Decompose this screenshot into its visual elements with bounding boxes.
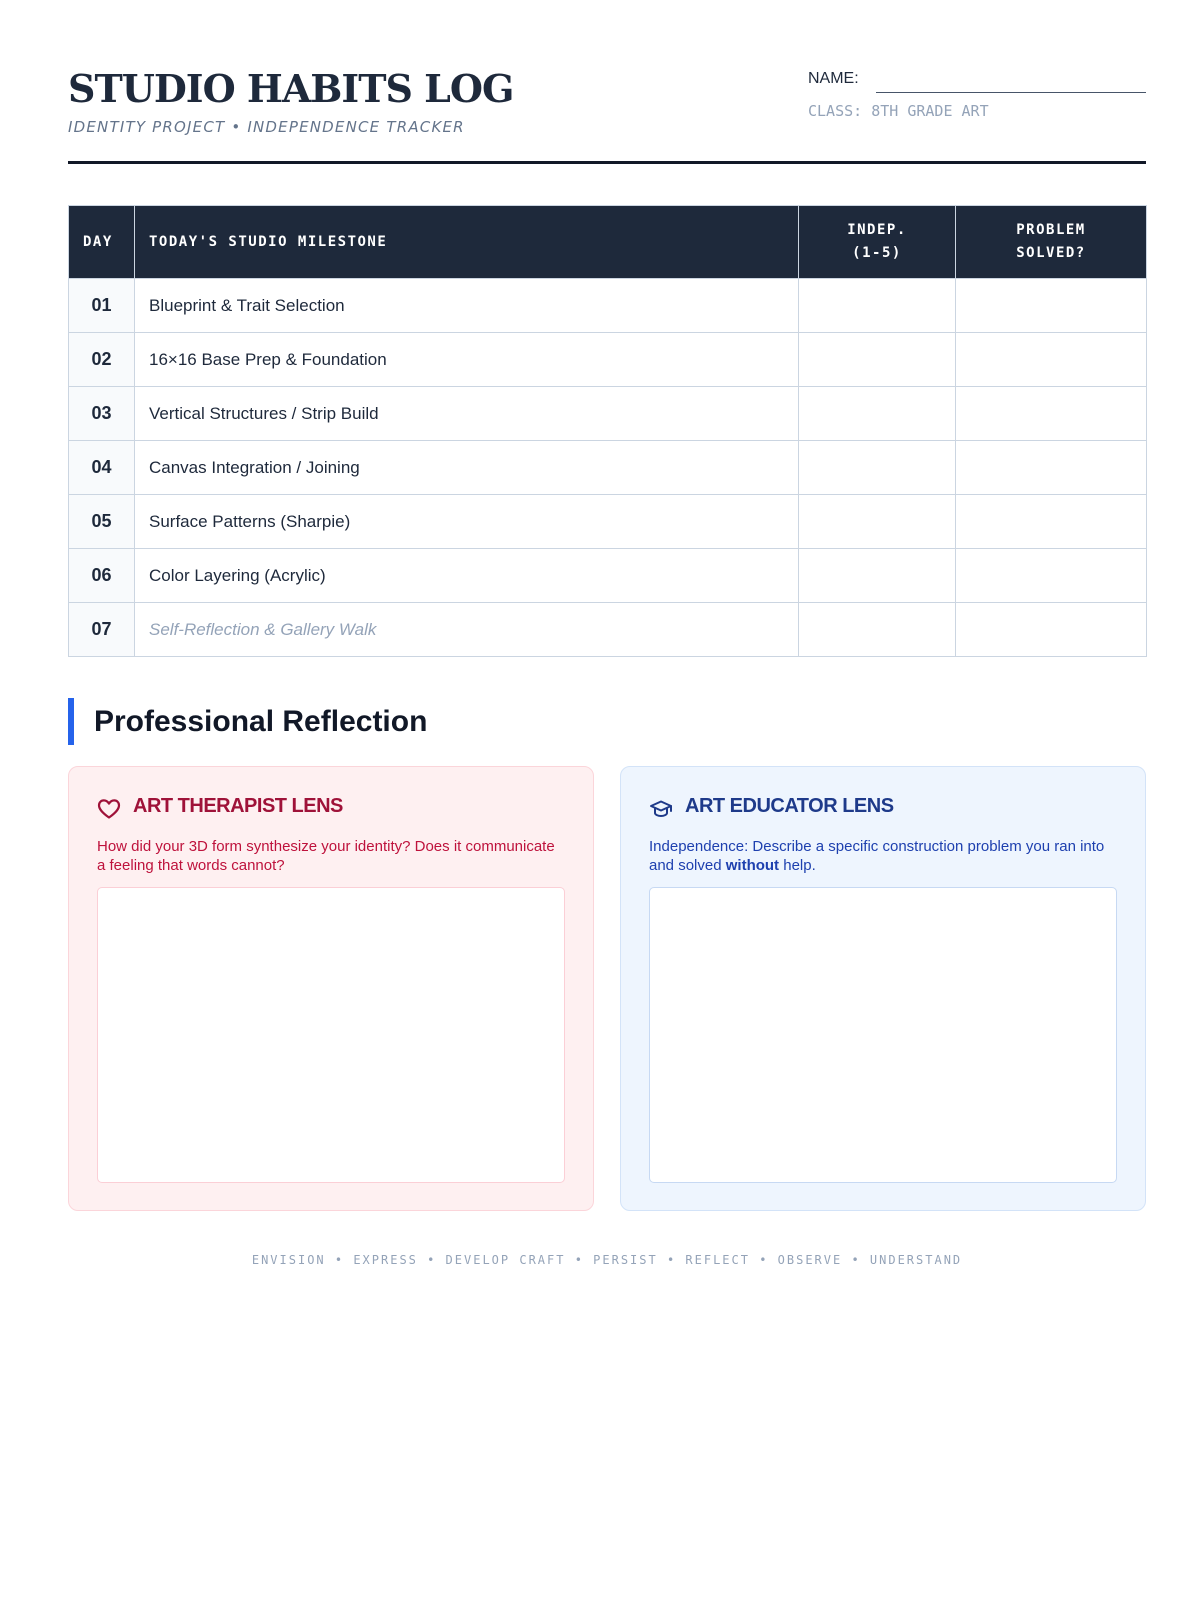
milestone-cell: 16×16 Base Prep & Foundation (135, 333, 799, 387)
name-write-line[interactable] (876, 92, 1146, 93)
day-cell: 03 (69, 387, 135, 441)
problem-solved-cell[interactable] (956, 495, 1147, 549)
day-cell: 07 (69, 603, 135, 657)
column-header-independence-line2: (1-5) (852, 245, 902, 261)
day-cell: 02 (69, 333, 135, 387)
independence-cell[interactable] (799, 387, 956, 441)
worksheet-page (68, 0, 1146, 1267)
heart-icon (97, 797, 121, 821)
column-header-independence-line1: INDEP. (847, 222, 907, 238)
column-header-day: DAY (69, 206, 135, 279)
column-header-problem-line2: SOLVED? (1016, 245, 1086, 261)
educator-response-box[interactable] (649, 887, 1117, 1183)
table-row (69, 549, 1147, 603)
section-accent-bar (68, 698, 74, 745)
class-label: CLASS: 8TH GRADE ART (808, 102, 989, 120)
table-row (69, 387, 1147, 441)
table-row (69, 603, 1147, 657)
problem-solved-cell[interactable] (956, 387, 1147, 441)
problem-solved-cell[interactable] (956, 279, 1147, 333)
name-label: NAME: (808, 70, 859, 87)
art-educator-card (620, 766, 1146, 1211)
page-title: STUDIO HABITS LOG (68, 66, 514, 111)
studio-log-table (68, 205, 1147, 657)
table-header-row (69, 206, 1147, 279)
art-therapist-card (68, 766, 594, 1211)
milestone-cell: Vertical Structures / Strip Build (135, 387, 799, 441)
educator-prompt-emphasis: without (725, 857, 780, 874)
column-header-milestone: TODAY'S STUDIO MILESTONE (135, 206, 799, 279)
column-header-problem-line1: PROBLEM (1016, 222, 1086, 238)
milestone-cell: Color Layering (Acrylic) (135, 549, 799, 603)
table-row (69, 333, 1147, 387)
therapist-prompt: How did your 3D form synthesize your identity? Does it communicate a feeling that words cannot? (97, 838, 555, 874)
day-cell: 01 (69, 279, 135, 333)
milestone-cell: Blueprint & Trait Selection (135, 279, 799, 333)
educator-prompt-end: help. (779, 857, 816, 874)
reflection-section-heading (68, 698, 668, 745)
educator-prompt-text: Independence: Describe a specific construction problem you ran into and solved (649, 838, 1105, 874)
column-header-independence (799, 206, 956, 279)
independence-cell[interactable] (799, 441, 956, 495)
table-row (69, 495, 1147, 549)
day-cell: 04 (69, 441, 135, 495)
milestone-cell: Self-Reflection & Gallery Walk (135, 603, 799, 657)
problem-solved-cell[interactable] (956, 549, 1147, 603)
name-field[interactable] (808, 70, 1146, 94)
therapist-card-title: ART THERAPIST LENS (133, 795, 343, 817)
graduation-cap-icon (649, 797, 673, 821)
problem-solved-cell[interactable] (956, 333, 1147, 387)
page-subtitle: IDENTITY PROJECT • INDEPENDENCE TRACKER (68, 118, 465, 136)
milestone-cell: Surface Patterns (Sharpie) (135, 495, 799, 549)
studio-habits-footer: ENVISION • EXPRESS • DEVELOP CRAFT • PERSIST • REFLECT • OBSERVE • UNDERSTAND (251, 1253, 963, 1267)
educator-card-title: ART EDUCATOR LENS (685, 795, 894, 817)
educator-prompt (649, 837, 1119, 875)
independence-cell[interactable] (799, 333, 956, 387)
day-cell: 06 (69, 549, 135, 603)
problem-solved-cell[interactable] (956, 441, 1147, 495)
table-row (69, 279, 1147, 333)
independence-cell[interactable] (799, 549, 956, 603)
therapist-response-box[interactable] (97, 887, 565, 1183)
independence-cell[interactable] (799, 603, 956, 657)
day-cell: 05 (69, 495, 135, 549)
page-header (68, 0, 1146, 164)
problem-solved-cell[interactable] (956, 603, 1147, 657)
column-header-problem-solved (956, 206, 1147, 279)
milestone-cell: Canvas Integration / Joining (135, 441, 799, 495)
independence-cell[interactable] (799, 279, 956, 333)
reflection-title: Professional Reflection (94, 705, 428, 738)
independence-cell[interactable] (799, 495, 956, 549)
table-row (69, 441, 1147, 495)
